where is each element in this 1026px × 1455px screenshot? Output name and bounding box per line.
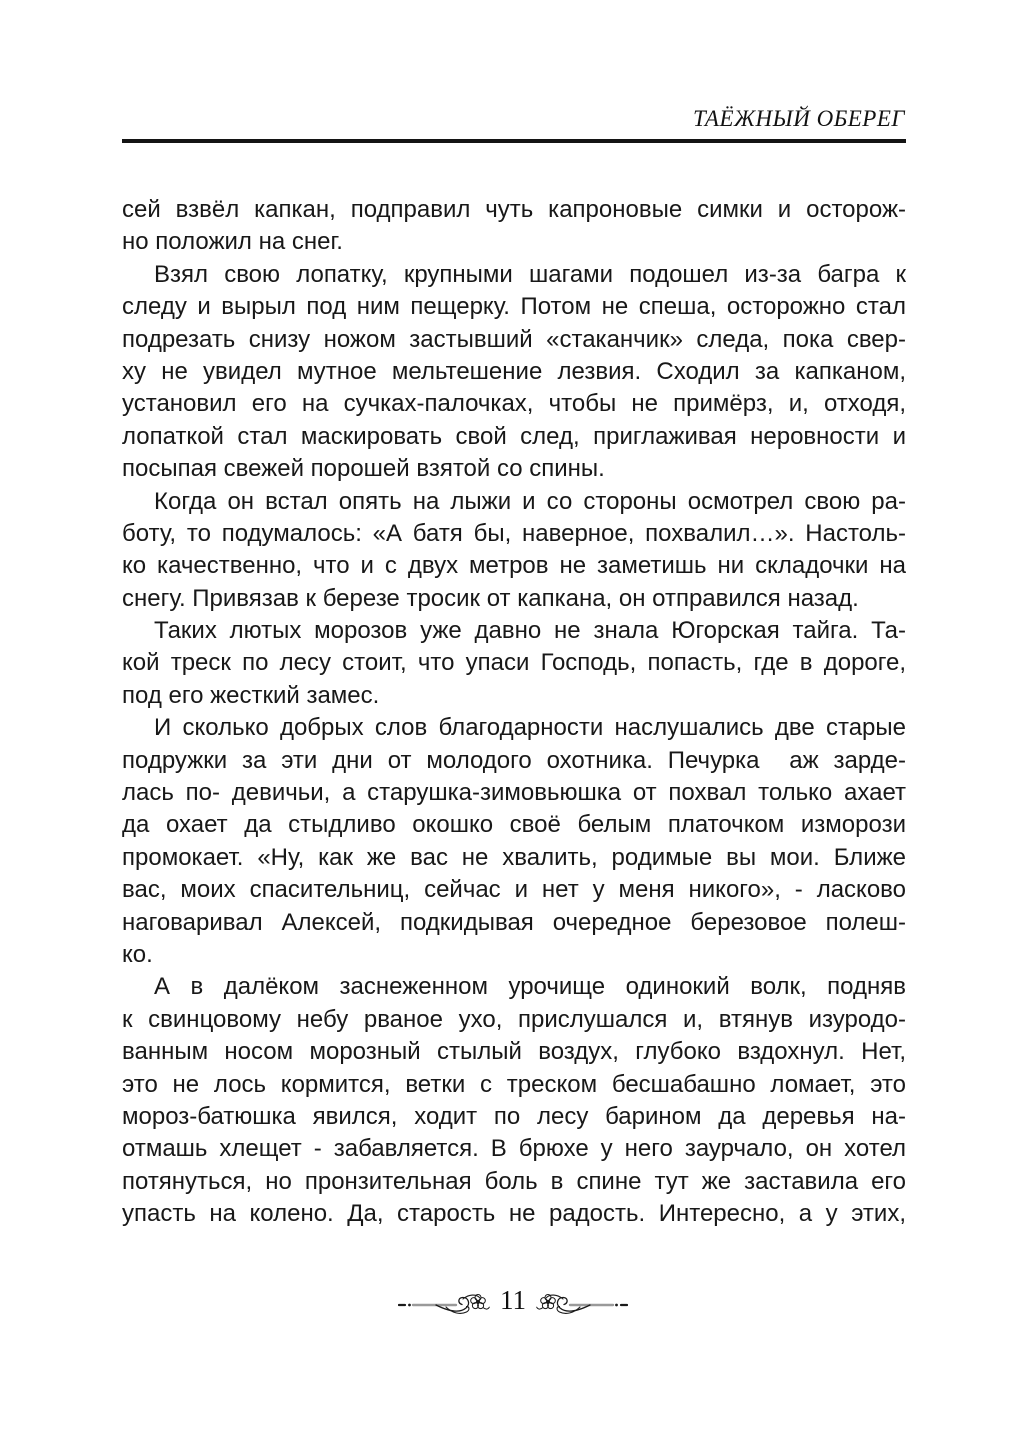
text-line: упасть на колено. Да, старость не радость. Интересно, а у этих, — [122, 1200, 906, 1228]
text-line: ко качественно, что и с двух метров не заметишь ни складочки на — [122, 552, 906, 580]
text-line: И сколько добрых слов благодарности наслушались две старые — [154, 714, 906, 742]
page-title: ТАЁЖНЫЙ ОБЕРЕГ — [693, 106, 905, 131]
text-line: но положил на снег. — [122, 228, 343, 256]
text-line: лопаткой стал маскировать свой след, приглаживая неровности и — [122, 422, 906, 450]
text-line: ху не увидел мутное мельтешение лезвия. Сходил за капканом, — [122, 357, 906, 385]
text-line: подружки за эти дни от молодого охотника. Печурка аж зарде- — [122, 746, 906, 774]
text-line: лась по- девичьи, а старушка-зимовьюшка от похвал только ахает — [122, 779, 906, 807]
text-line: кой треск по лесу стоит, что упаси Господь, попасть, где в дороге, — [122, 649, 906, 677]
page-number: 11 — [500, 1284, 526, 1315]
text-line: Взял свою лопатку, крупными шагами подошел из-за багра к — [154, 260, 906, 288]
text-line: вас, моих спасительниц, сейчас и нет у меня никого», - ласково — [122, 876, 906, 904]
flourish-left-icon — [398, 1286, 490, 1320]
text-line: наговаривал Алексей, подкидывая очередное березовое полеш- — [122, 908, 906, 936]
text-line: Таких лютых морозов уже давно не знала Югорская тайга. Та- — [154, 617, 906, 645]
text-line: да охает да стыдливо окошко своё белым платочком изморози — [122, 811, 906, 839]
page-body — [122, 194, 906, 1231]
text-line: промокает. «Ну, как же вас не хвалить, родимые вы мои. Ближе — [122, 843, 906, 871]
text-line: мороз-батюшка явился, ходит по лесу барином да деревья на- — [122, 1102, 906, 1130]
flourish-right-icon — [536, 1286, 628, 1320]
header-rule — [122, 139, 906, 143]
footer — [0, 1281, 1026, 1325]
text-line: Когда он встал опять на лыжи и со стороны осмотрел свою ра- — [154, 487, 906, 515]
text-line: установил его на сучках-палочках, чтобы не примёрз, и, отходя, — [122, 390, 906, 418]
text-line: А в далёком заснеженном урочище одинокий волк, подняв — [154, 973, 906, 1001]
text-line: под его жесткий замес. — [122, 681, 380, 709]
text-line: следу и вырыл под ним пещерку. Потом не спеша, осторожно стал — [122, 293, 906, 321]
text-line: это не лось кормится, ветки с треском бесшабашно ломает, это — [122, 1070, 906, 1098]
text-line: подрезать снизу ножом застывший «стаканчик» следа, пока свер- — [122, 325, 906, 353]
text-line: к свинцовому небу рваное ухо, прислушался и, втянув изуродо- — [122, 1005, 906, 1033]
text-line: потянуться, но пронзительная боль в спине тут же заставила его — [122, 1167, 906, 1195]
text-line: снегу. Привязав к березе тросик от капкана, он отправился назад. — [122, 584, 859, 612]
text-line: сей взвёл капкан, подправил чуть капроновые симки и осторож- — [122, 196, 906, 223]
text-line: ко. — [122, 940, 153, 968]
running-header — [122, 106, 905, 132]
text-line: отмашь хлещет - забавляется. В брюхе у него заурчало, он хотел — [122, 1135, 906, 1163]
text-line: ванным носом морозный стылый воздух, глубоко вздохнул. Нет, — [122, 1038, 906, 1066]
text-line: боту, то подумалось: «А батя бы, наверное, похвалил…». Настоль- — [122, 519, 906, 547]
text-line: посыпая свежей порошей взятой со спины. — [122, 455, 605, 483]
